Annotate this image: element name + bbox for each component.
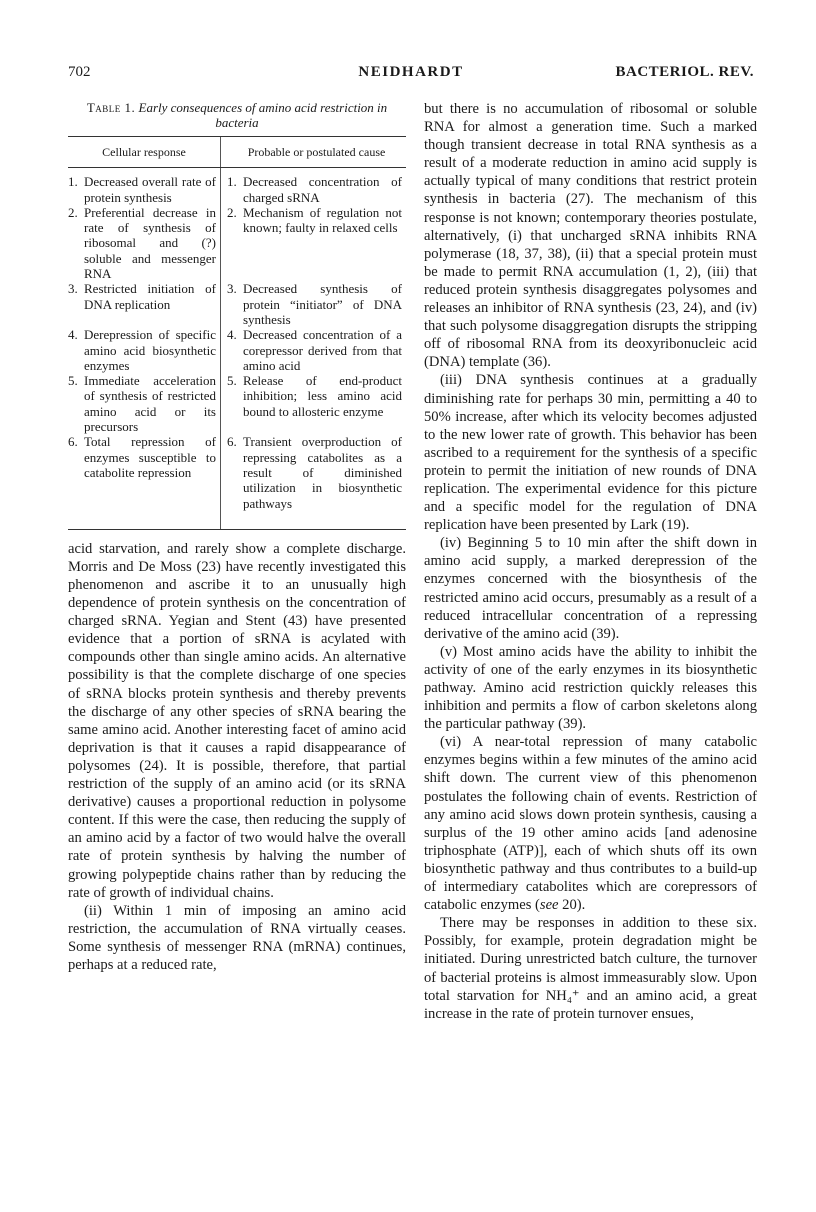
- page-number: 702: [68, 64, 91, 80]
- row-number: 6.: [227, 434, 237, 450]
- running-header: [68, 64, 754, 86]
- cause-cell: Transient overproduction of repressing catabolites as a result of diminished utilization in biosynthetic pathways: [243, 434, 402, 511]
- paragraph: (v) Most amino acids have the ability to inhibit the activity of one of the early enzymes in its biosynthetic pathway. Amino acid restriction quickly releases this inhibition and permits a flow of carbon skeletons along the particular pathway (39).: [424, 643, 757, 733]
- consequences-table: [68, 136, 406, 530]
- table-caption: [68, 100, 406, 130]
- right-column: [424, 100, 757, 1023]
- col-header-response: Cellular response: [68, 137, 221, 168]
- paragraph-text-end: 20).: [558, 897, 586, 914]
- running-author: NEIDHARDT: [358, 64, 464, 80]
- row-number: 5.: [227, 373, 237, 389]
- paragraph: (ii) Within 1 min of imposing an amino acid restriction, the accumulation of RNA virtually ceases. Some synthesis of messenger RNA (mRNA) continues, perhaps at a reduced rate,: [68, 902, 406, 973]
- row-number: 1.: [227, 174, 237, 190]
- table-title: Early consequences of amino acid restriction in bacteria: [138, 100, 388, 130]
- paragraph: [424, 733, 757, 914]
- response-cell: Total repression of enzymes susceptible to catabolite repression: [84, 434, 216, 480]
- row-number: 5.: [68, 373, 78, 389]
- response-cell: Preferential decrease in rate of synthesis of ribosomal and (?) soluble and messenger RNA: [84, 204, 216, 282]
- table-row: [68, 434, 406, 529]
- table-label: Table 1.: [86, 100, 136, 115]
- row-number: 6.: [68, 434, 78, 450]
- cause-cell: Mechanism of regulation not known; faulty in relaxed cells: [243, 204, 402, 236]
- paragraph: (iv) Beginning 5 to 10 min after the shift down in amino acid supply, a marked derepression of the enzymes concerned with the biosynthesis of the restricted amino acid occurs, presumably as a result of a reduced intracellular concentration of a repressing derivative of the amino acid (39).: [424, 535, 757, 642]
- response-cell: Decreased overall rate of protein synthesis: [84, 174, 216, 205]
- table-row: [68, 327, 406, 373]
- row-number: 1.: [68, 174, 78, 190]
- cause-cell: Decreased concentration of a corepressor derived from that amino acid: [243, 327, 402, 373]
- row-number: 3.: [227, 281, 237, 297]
- table-row: [68, 205, 406, 281]
- paragraph-text: (vi) A near-total repression of many catabolic enzymes begins within a few minutes of the amino acid shift down. The current view of this phenomenon postulates the following chain of events. Restriction of any amino acid slows down protein synthesis, causing a surplus of the 19 other amino acids [and adenosine triphosphate (ATP)], each of which shuts off its own biosynthetic pathway and thus contributes to a build-up of intermediary catabolites which are corepressors of catabolic enzymes (: [424, 734, 757, 914]
- left-body-text: [68, 540, 406, 974]
- table-row: [68, 373, 406, 434]
- row-number: 2.: [68, 204, 78, 220]
- row-number: 3.: [68, 281, 78, 297]
- paragraph: but there is no accumulation of ribosomal or soluble RNA for almost a generation time. Such a marked though transient decrease in total RNA synthesis as a result of a moderate reduction in amino acid supply is actually typical of many conditions that restrict protein synthesis in bacteria (27). The mechanism of this response is not known; contemporary theories postulate, alternatively, (i) that uncharged sRNA inhibits RNA polymerase (18, 37, 38), (ii) that a special protein must be made to permit RNA accumulation (1, 2), (iii) that reduced protein synthesis disaggregates polysomes and releases an inhibitor of RNA synthesis (23, 24), and (iv) that such polysome disaggregation disrupts the stripping off of ribosomal RNA from its deoxyribonucleic acid (DNA) template (36).: [424, 101, 757, 371]
- journal-name: BACTERIOL. REV.: [615, 64, 754, 80]
- row-number: 4.: [227, 327, 237, 343]
- response-cell: Derepression of specific amino acid biosynthetic enzymes: [84, 327, 216, 373]
- paragraph: (iii) DNA synthesis continues at a gradually diminishing rate for perhaps 30 min, permitting a 40 to 50% increase, after which its velocity becomes adjusted to the new lower rate of growth. This behavior has been ascribed to a requirement for the synthesis of a specific protein to permit the initiation of new rounds of DNA replication. The experimental evidence for this picture and a specific model for the regulation of DNA replication have been presented by Lark (19).: [424, 372, 757, 534]
- cause-cell: Decreased synthesis of protein “initiator” of DNA synthesis: [243, 281, 402, 327]
- table-row: [68, 281, 406, 327]
- response-cell: Immediate acceleration of synthesis of restricted amino acid or its precursors: [84, 373, 216, 435]
- see-italic: see: [539, 897, 559, 914]
- left-column: [68, 100, 406, 974]
- paragraph: There may be responses in addition to these six. Possibly, for example, protein degradation might be initiated. During unrestricted batch culture, the turnover of bacterial proteins is almost immeasurably slow. Upon total starvation for NH₄⁺ and an amino acid, a great increase in the rate of protein turnover ensues,: [424, 915, 757, 1022]
- cause-cell: Release of end-product inhibition; less amino acid bound to allosteric enzyme: [243, 373, 402, 419]
- row-number: 2.: [227, 204, 237, 220]
- table-row: [68, 168, 406, 205]
- response-cell: Restricted initiation of DNA replication: [84, 281, 216, 312]
- paragraph: acid starvation, and rarely show a complete discharge. Morris and De Moss (23) have recently investigated this phenomenon and ascribe it to an unusually high dependence of protein synthesis on the concentration of charged sRNA. Yegian and Stent (43) have presented evidence that a portion of sRNA is acylated with compounds other than single amino acids. An alternative possibility is that the complete discharge of one species of sRNA blocks protein synthesis and thereby prevents the discharge of any other species of sRNA bearing the same amino acid. Another interesting facet of amino acid deprivation is that it causes a rapid disappearance of polysomes (24). It is possible, therefore, that partial restriction of the supply of an amino acid (or its sRNA derivative) causes a proportional reduction in polysome content. If this were the case, then reducing the supply of an amino acid by a factor of two would halve the overall rate of protein synthesis by halving the number of growing polypeptide chains rather than by reducing the rate of growth of individual chains.: [68, 540, 406, 901]
- cause-cell: Decreased concentration of charged sRNA: [243, 174, 402, 205]
- col-header-cause: Probable or postulated cause: [221, 137, 407, 168]
- row-number: 4.: [68, 327, 78, 343]
